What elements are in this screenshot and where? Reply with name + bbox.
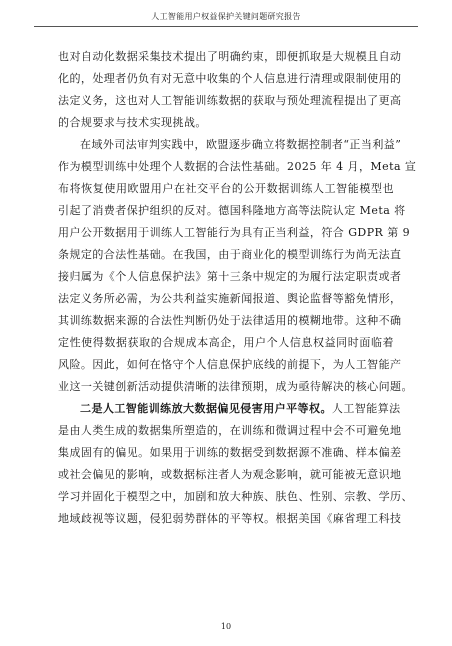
text-line: 用户公开数据用于训练人工智能行为具有正当利益，符合 GDPR 第 9 <box>58 226 411 239</box>
page-number: 10 <box>220 622 232 631</box>
text-line: 引起了消费者保护组织的反对。德国科隆地方高等法院认定 Meta 将 <box>58 204 406 217</box>
running-header: 人工智能用户权益保护关键问题研究报告 <box>151 12 301 21</box>
text-line: 地域歧视等议题，侵犯弱势群体的平等权。根据美国《麻省理工科技 <box>58 512 402 525</box>
text-line: 或社会偏见的影响，或数据标注者人为观念影响，就可能被无意识地 <box>58 468 402 481</box>
text-line: 条规定的合法性基础。在我国，由于商业化的模型训练行为尚无法直 <box>58 248 402 261</box>
page-body <box>58 46 417 530</box>
text-line: 法定义务所必需，为公共利益实施新闻报道、舆论监督等豁免情形， <box>58 292 402 305</box>
text-line: 也对自动化数据采集技术提出了明确约束，即便抓取是大规模且自动 <box>58 50 402 63</box>
paragraph-legitimate-interest <box>58 134 417 398</box>
text-line: 其训练数据来源的合法性判断仍处于法律适用的模糊地带。这种不确 <box>58 314 402 327</box>
text-line: 接归属为《个人信息保护法》第十三条中规定的为履行法定职责或者 <box>58 270 402 283</box>
text-line: 的合规要求与技术实现挑战。 <box>58 116 207 129</box>
text-line: 业这一关键创新活动提供清晰的法律预期，成为亟待解决的核心问题。 <box>58 380 413 393</box>
paragraph-continuation <box>58 46 402 134</box>
text-line: 作为模型训练中处理个人数据的合法性基础。2025 年 4 月，Meta 宣 <box>58 160 417 173</box>
text-span: 人工智能算法 <box>331 402 401 415</box>
header-divider <box>34 26 418 27</box>
text-line: 定性使得数据获取的合规成本高企，用户个人信息权益同时面临着 <box>58 336 394 349</box>
text-line: 学习并固化于模型之中，加剧和放大种族、肤色、性别、宗教、学历、 <box>58 490 413 503</box>
bold-lead-heading: 二是人工智能训练放大数据偏见侵害用户平等权。 <box>80 402 332 415</box>
text-line: 风险。因此，如何在恪守个人信息保护底线的前提下，为人工智能产 <box>58 358 402 371</box>
text-line: 布将恢复使用欧盟用户在社交平台的公开数据训练人工智能模型也 <box>58 182 394 195</box>
text-line <box>58 398 401 420</box>
text-line: 集成固有的偏见。如果用于训练的数据受到数据源不准确、样本偏差 <box>58 446 402 459</box>
text-line: 是由人类生成的数据集所塑造的，在训练和微调过程中会不可避免地 <box>58 424 402 437</box>
paragraph-data-bias <box>58 398 413 530</box>
text-line: 在域外司法审判实践中，欧盟逐步确立将数据控制者“正当利益” <box>80 138 402 151</box>
text-line: 法定义务，这也对人工智能训练数据的获取与预处理流程提出了更高 <box>58 94 402 107</box>
text-line: 化的，处理者仍负有对无意中收集的个人信息进行清理或限制使用的 <box>58 72 402 85</box>
